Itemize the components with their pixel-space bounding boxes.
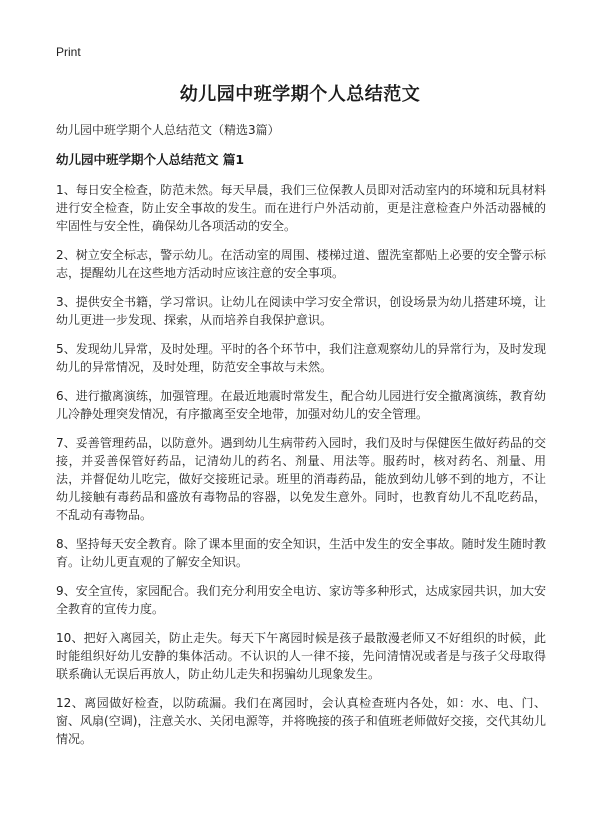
paragraph-10: 10、把好入离园关，防止走失。每天下午离园时候是孩子最散漫老师又不好组织的时候，此时能组织好幼儿安静的集体活动。不认识的人一律不接，先问清情况或者是与孩子父母取得联系确认无误后再放人，防止幼儿走失和拐骗幼儿现象发生。 [56,631,546,681]
paragraph-12: 12、离园做好检查，以防疏漏。我们在离园时，会认真检查班内各处，如：水、电、门、窗、风扇(空调)，注意关水、关闭电源等，并将晚接的孩子和值班老师做好交接，交代其幼儿情况。 [56,696,546,746]
paragraph-1: 1、每日安全检查，防范未然。每天早晨，我们三位保教人员即对活动室内的环境和玩具材料进行安全检查，防止安全事故的发生。而在进行户外活动前，更是注意检查户外活动器械的牢固性与安全性，确保幼儿各项活动的安全。 [56,183,546,233]
paragraph-7: 7、妥善管理药品，以防意外。遇到幼儿生病带药入园时，我们及时与保健医生做好药品的交接，并妥善保管好药品，记清幼儿的药名、剂量、用法等。服药时，核对药名、剂量、用法，并督促幼儿吃完，做好交接班记录。班里的消毒药品，能放到幼儿够不到的地方，不让幼儿接触有毒药品和盛放有毒物品的容器，以免发生意外。同时，也教育幼儿不乱吃药品，不乱动有毒物品。 [56,436,546,522]
page-title: 幼儿园中班学期个人总结范文 [179,84,421,105]
document-subtitle: 幼儿园中班学期个人总结范文（精选3篇） [56,123,280,137]
paragraph-2: 2、树立安全标志，警示幼儿。在活动室的周围、楼梯过道、盥洗室都贴上必要的安全警示标志，提醒幼儿在这些地方活动时应该注意的安全事项。 [56,248,546,280]
section-heading: 幼儿园中班学期个人总结范文 篇1 [56,152,245,167]
article-body [56,181,546,759]
print-link[interactable]: Print [56,45,81,59]
paragraph-9: 9、安全宣传，家园配合。我们充分利用安全电访、家访等多种形式，达成家园共识，加大安全教育的宣传力度。 [56,584,546,616]
paragraph-3: 3、提供安全书籍，学习常识。让幼儿在阅读中学习安全常识，创设场景为幼儿搭建环境，让幼儿更进一步发现、探索，从而培养自我保护意识。 [56,295,546,327]
paragraph-8: 8、坚持每天安全教育。除了课本里面的安全知识，生活中发生的安全事故。随时发生随时教育。让幼儿更直观的了解安全知识。 [56,537,546,569]
paragraph-5: 5、发现幼儿异常，及时处理。平时的各个环节中，我们注意观察幼儿的异常行为，及时发现幼儿的异常情况，及时处理，防范安全事故与未然。 [56,342,546,374]
paragraph-6: 6、进行撤离演练，加强管理。在最近地震时常发生，配合幼儿园进行安全撤离演练，教育幼儿冷静处理突发情况，有序撤离至安全地带，加强对幼儿的安全管理。 [56,389,546,421]
